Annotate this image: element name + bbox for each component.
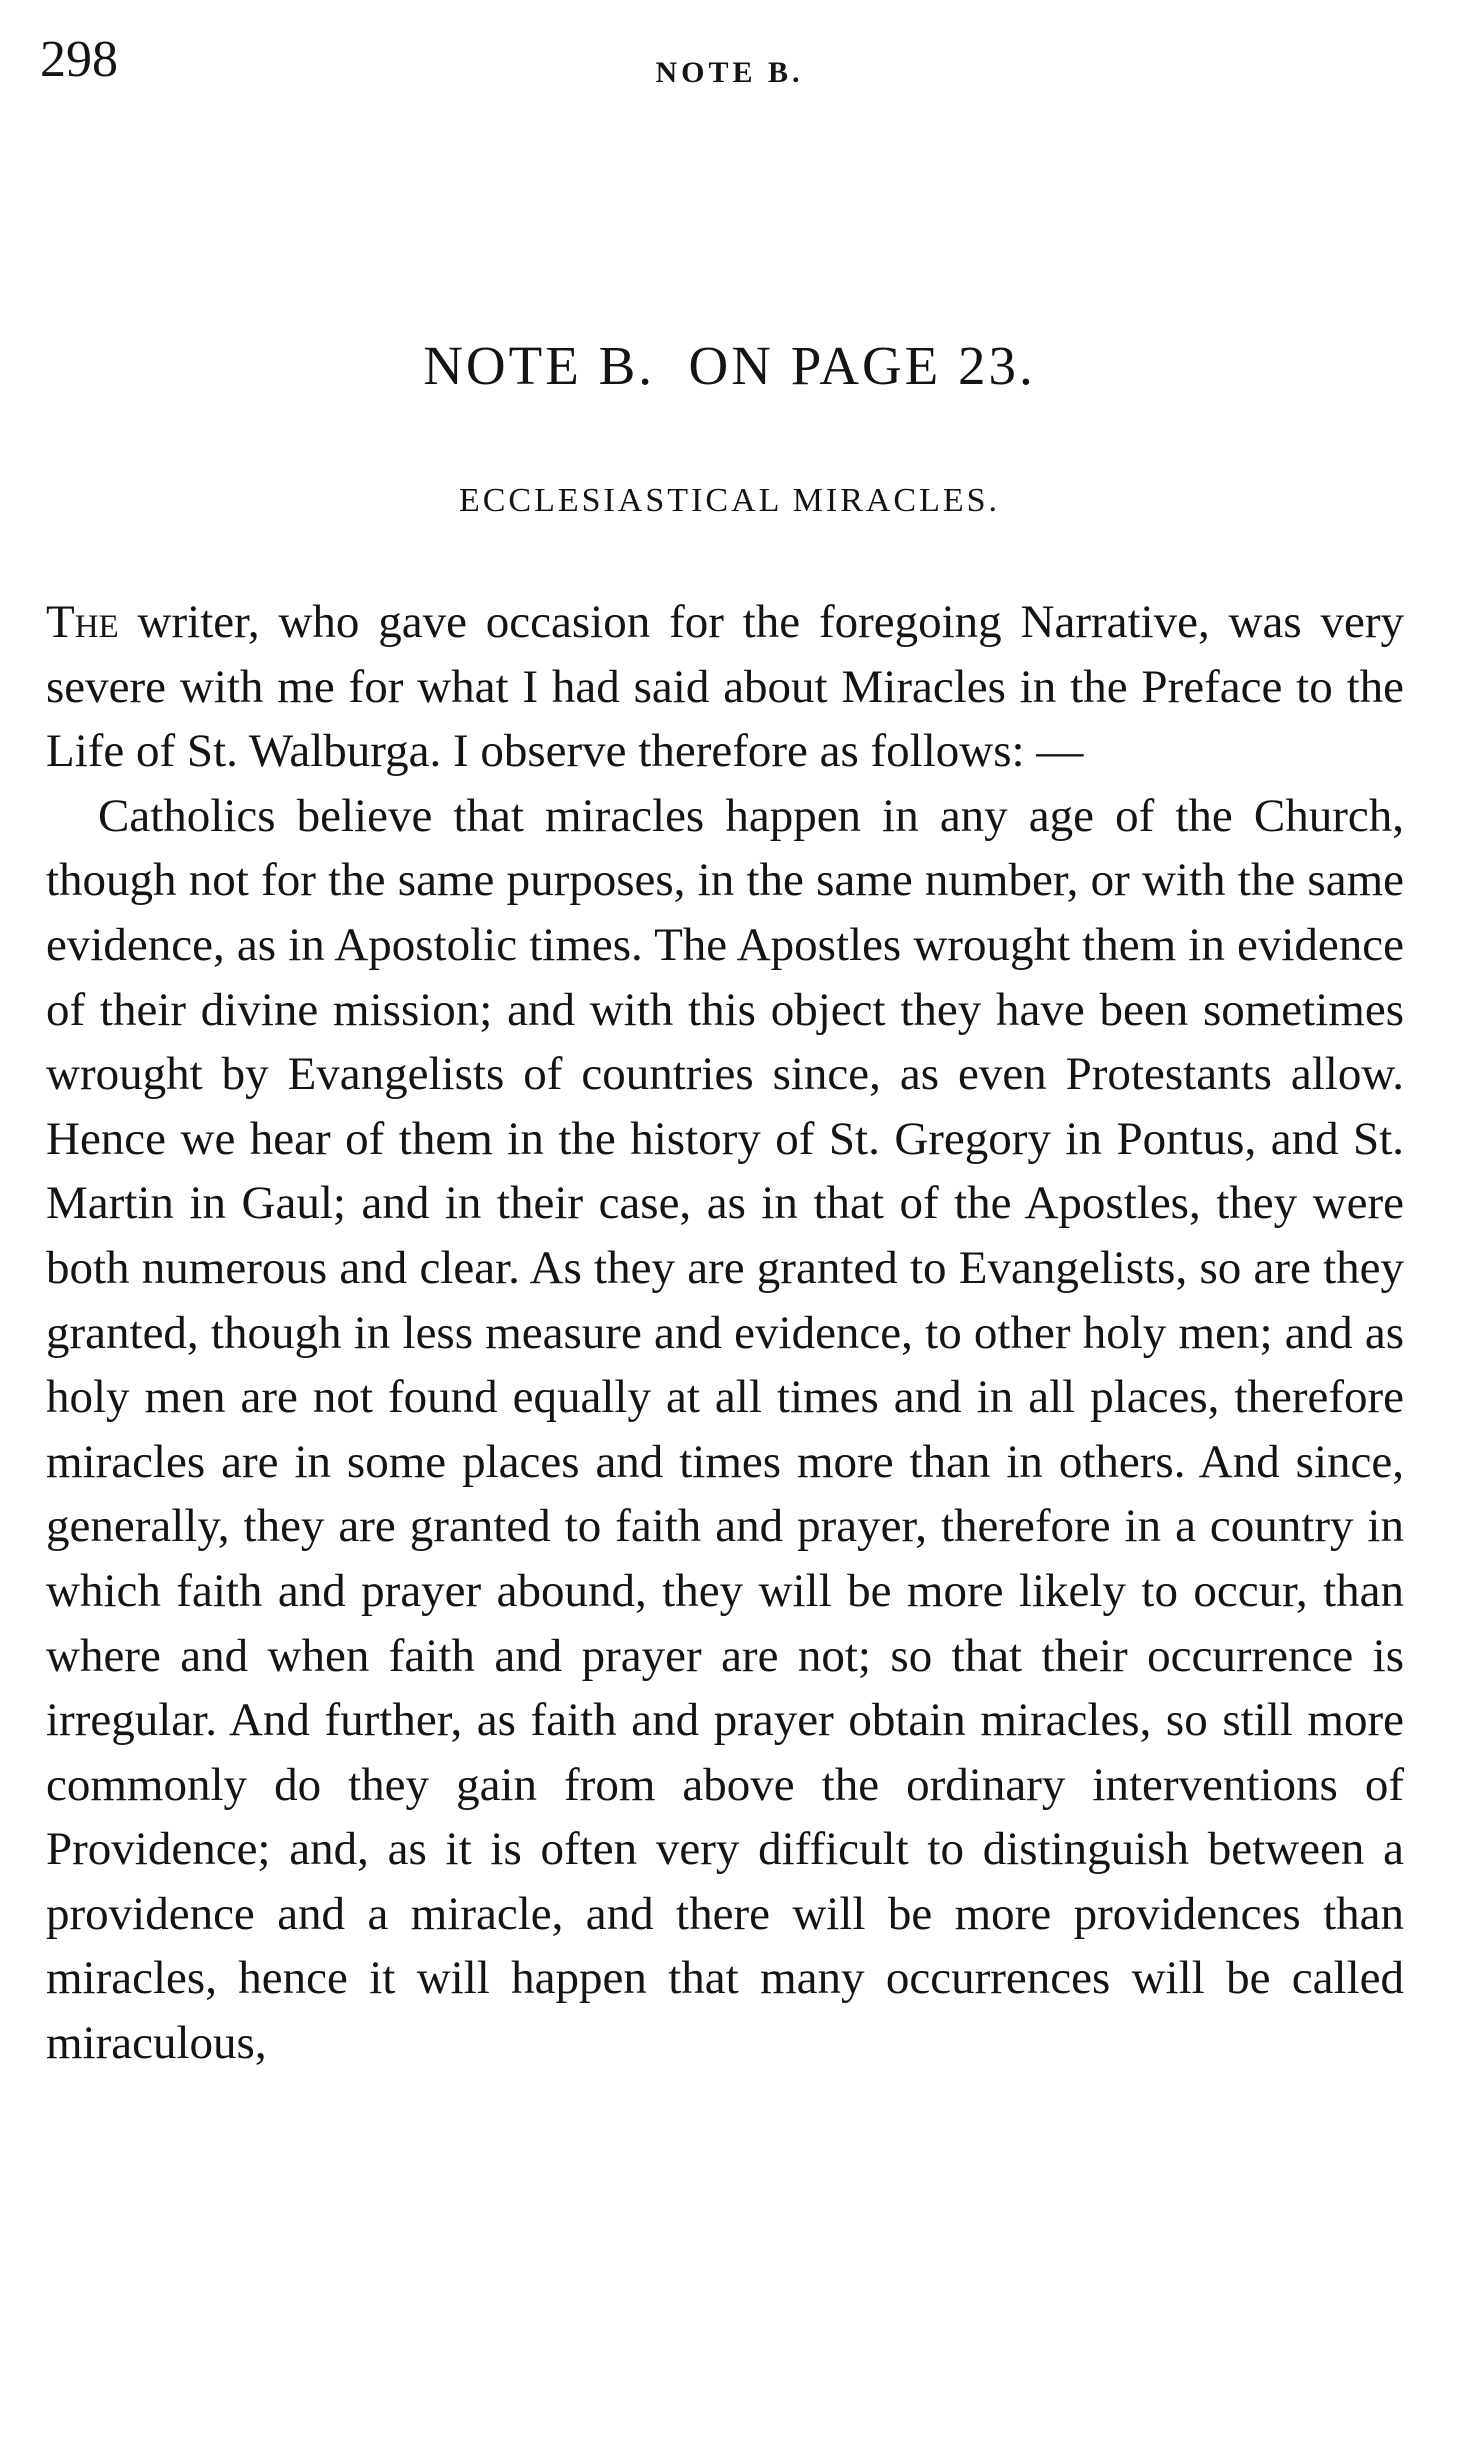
- paragraph-1: [46, 590, 1404, 784]
- paragraph-2: Catholics believe that miracles happen in any age of the Church, though not for the same purposes, in the same number, or with the same evidence, as in Apostolic times. The Apostles wrought them in evidence of their divine mission; and with this object they have been sometimes wrought by Evangelists of countries since, as even Protestants allow. Hence we hear of them in the history of St. Gregory in Pontus, and St. Martin in Gaul; and in their case, as in that of the Apostles, they were both numerous and clear. As they are granted to Evangelists, so are they granted, though in less measure and evidence, to other holy men; and as holy men are not found equally at all times and in all places, therefore miracles are in some places and times more than in others. And since, generally, they are granted to faith and prayer, therefore in a country in which faith and prayer abound, they will be more likely to occur, than where and when faith and prayer are not; so that their occurrence is irregular. And further, as faith and prayer obtain miracles, so still more commonly do they gain from above the ordinary interventions of Providence; and, as it is often very difficult to distinguish between a providence and a miracle, and there will be more providences than miracles, hence it will happen that many occurrences will be called miraculous,: [46, 789, 1404, 2070]
- page-number: 298: [40, 31, 118, 88]
- note-title: NOTE B. ON PAGE 23.: [423, 335, 1036, 396]
- running-head: NOTE B.: [655, 56, 804, 89]
- note-subtitle: ECCLESIASTICAL MIRACLES.: [458, 482, 1001, 519]
- paragraph-1-text: writer, who gave occasion for the foregoing Narrative, was very severe with me for what I had said about Miracles in the Preface to the Life of St. Walburga. I observe therefore as follows: —: [46, 596, 1404, 778]
- body-text: [46, 590, 1404, 2076]
- paragraph-1-lead-word: The: [46, 596, 119, 648]
